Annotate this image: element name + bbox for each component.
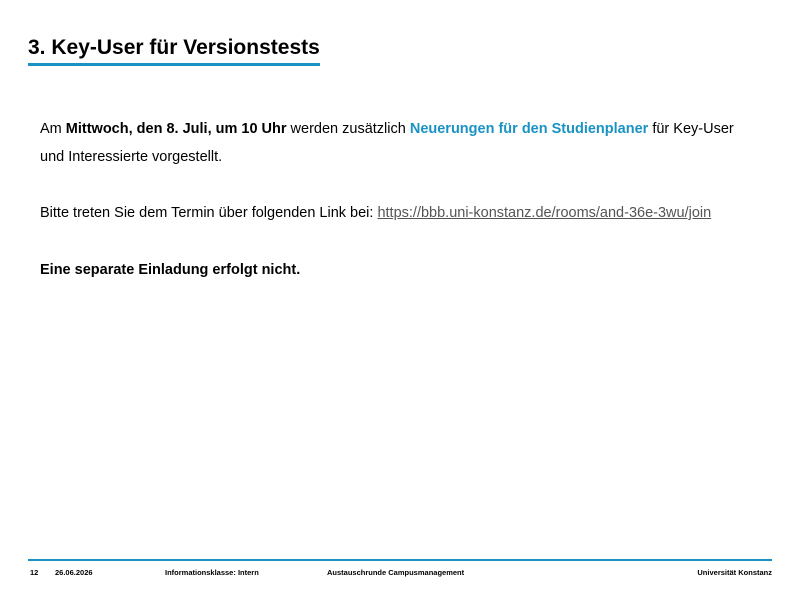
slide-title: 3. Key-User für Versionstests — [28, 34, 320, 66]
footer-organization: Universität Konstanz — [697, 568, 772, 577]
announcement-paragraph — [40, 115, 740, 171]
paragraph-spacer — [40, 171, 740, 199]
footer-classification: Informationsklasse: Intern — [165, 568, 259, 577]
announcement-suffix: für Key-User und Interessierte vorgestellt. — [40, 121, 734, 165]
highlight-text: Neuerungen für den Studienplaner — [409, 121, 649, 137]
footer-date: 26.06.2026 — [55, 568, 93, 577]
meeting-link[interactable]: https://bbb.uni-konstanz.de/rooms/and-36e-3wu/join — [377, 205, 712, 221]
link-paragraph — [40, 199, 740, 227]
invitation-note: Eine separate Einladung erfolgt nicht. — [40, 262, 301, 278]
announcement-middle: werden zusätzlich — [286, 121, 410, 137]
announcement-prefix: Am — [40, 121, 66, 137]
footer-topic: Austauschrunde Campusmanagement — [327, 568, 465, 577]
footer-divider — [28, 559, 772, 561]
link-intro: Bitte treten Sie dem Termin über folgenden Link bei: — [40, 205, 378, 221]
page-number: 12 — [30, 568, 39, 577]
slide-content — [40, 115, 740, 284]
event-date: Mittwoch, den 8. Juli, um 10 Uhr — [65, 121, 287, 137]
paragraph-spacer — [40, 227, 740, 256]
